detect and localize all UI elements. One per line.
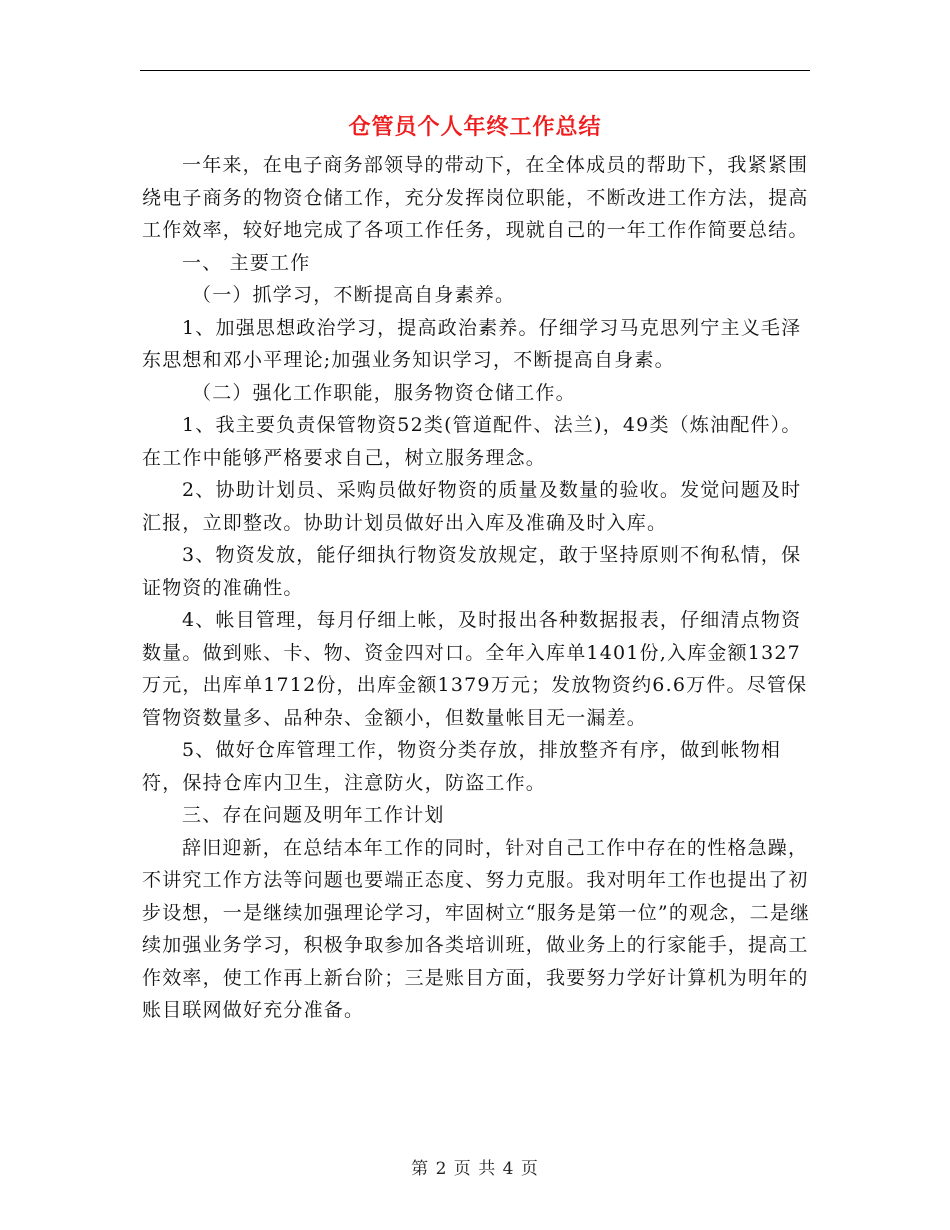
- paragraph-inspection: 2、协助计划员、采购员做好物资的质量及数量的验收。发觉问题及时汇报，立即整改。协助计划员做好出入库及准确及时入库。: [142, 479, 802, 534]
- document-body: [142, 149, 818, 1027]
- paragraph-distribution: 3、物资发放，能仔细执行物资发放规定，敢于坚持原则不徇私情，保证物资的准确性。: [142, 544, 802, 599]
- intro-paragraph: 一年来，在电子商务部领导的带动下，在全体成员的帮助下，我紧紧围绕电子商务的物资仓储工作，充分发挥岗位职能，不断改进工作方法，提高工作效率，较好地完成了各项工作任务，现就自己的一年工作作简要总结。: [142, 154, 809, 241]
- paragraph-accounts: 4、帐目管理，每月仔细上帐，及时报出各种数据报表，仔细清点物资数量。做到账、卡、物、资金四对口。全年入库单1401份,入库金额1327万元，出库单1712份，出库金额1379万元；发放物资约6.6万件。尽管保管物资数量多、品种杂、金额小，但数量帐目无一漏差。: [142, 609, 808, 729]
- header-rule: [140, 70, 810, 71]
- paragraph-political-study: 1、加强思想政治学习，提高政治素养。仔细学习马克思列宁主义毛泽东思想和邓小平理论;加强业务知识学习，不断提高自身素。: [142, 316, 802, 371]
- paragraph-warehouse-management: 5、做好仓库管理工作，物资分类存放，排放整齐有序，做到帐物相符，保持仓库内卫生，注意防火，防盗工作。: [142, 739, 782, 794]
- paragraph-material-custody: 1、我主要负责保管物资52类(管道配件、法兰)，49类（炼油配件）。在工作中能够严格要求自己，树立服务理念。: [142, 414, 802, 469]
- page-footer: 第 2 页 共 4 页: [411, 1159, 539, 1179]
- section-heading-problems-plan: 三、存在问题及明年工作计划: [182, 804, 445, 826]
- section-heading-main-work: 一、 主要工作: [182, 251, 311, 274]
- subsection-heading-work-function: （二）强化工作职能，服务物资仓储工作。: [192, 381, 576, 404]
- paragraph-next-year-plan: 辞旧迎新，在总结本年工作的同时，针对自己工作中存在的性格急躁，不讲究工作方法等问题也要端正态度、努力克服。我对明年工作也提出了初步设想，一是继续加强理论学习，牢固树立“服务是第一位”的观念，二是继续加强业务学习，积极争取参加各类培训班，做业务上的行家能手，提高工作效率，使工作再上新台阶；三是账目方面，我要努力学好计算机为明年的账目联网做好充分准备。: [142, 836, 811, 1021]
- document-title: 仓管员个人年终工作总结: [348, 115, 602, 140]
- subsection-heading-study: （一）抓学习，不断提高自身素养。: [192, 284, 516, 306]
